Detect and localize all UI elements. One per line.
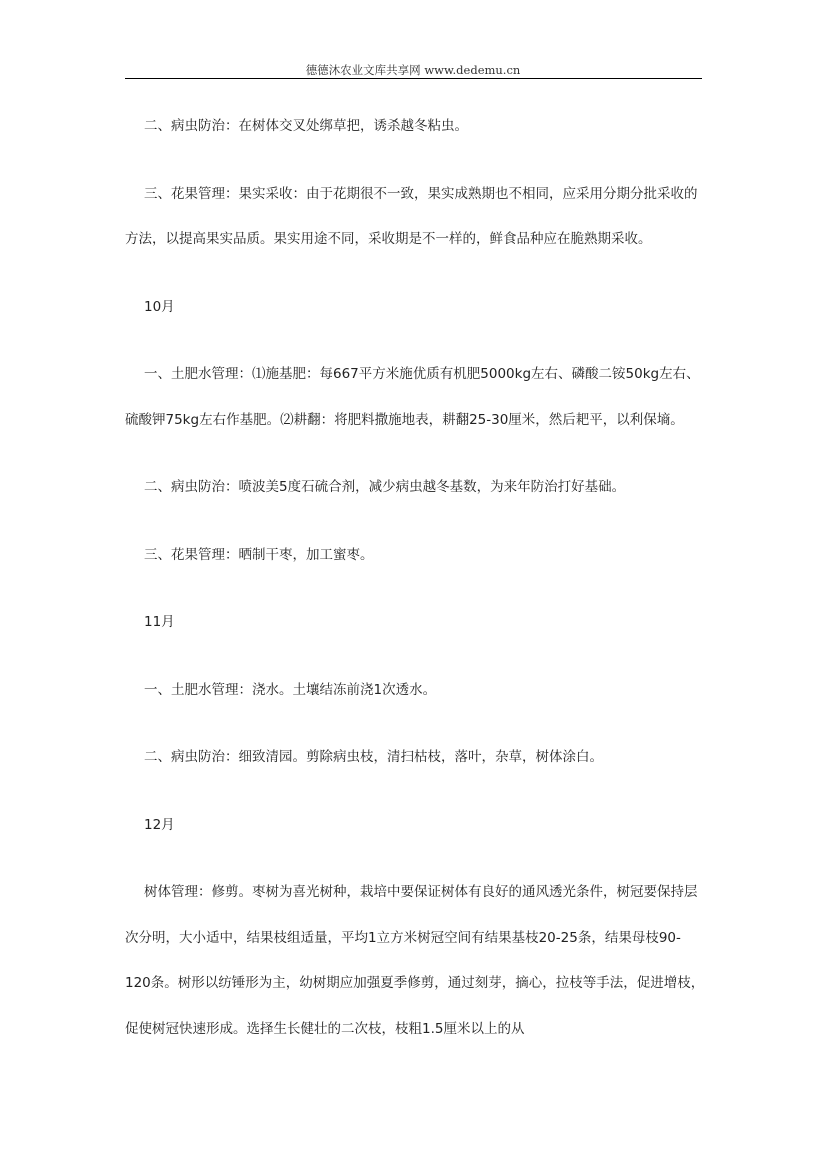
month-heading: 10月 [144,298,175,315]
month-heading: 11月 [144,614,175,630]
paragraph: 树体管理：修剪。枣树为喜光树种，栽培中要保证树体有良好的通风透光条件，树冠要保持层次分明，大小适中，结果枝组适量，平均1立方米树冠空间有结果基枝20-25条，结果母枝90-120条。树形以纺锤形为主，幼树期应加强夏季修剪，通过刻芽，摘心，拉枝等手法，促进增枝，促使树冠快速形成。选择生长健壮的二次枝，枝粗1.5厘米以上的从 [125,884,705,1037]
page-header: 德德沐农业文库共享网 www.dedemu.cn [305,63,521,77]
month-heading: 12月 [144,816,175,833]
paragraph-gap [125,646,705,668]
paragraph: 三、花果管理：晒制干枣，加工蜜枣。 [144,546,374,563]
paragraph: 一、土肥水管理：浇水。土壤结冻前浇1次透水。 [144,681,437,698]
paragraph: 二、病虫防治：喷波美5度石硫合剂，减少病虫越冬基数，为来年防治打好基础。 [144,479,626,495]
paragraph-gap [125,848,705,870]
paragraph-gap [125,511,705,533]
paragraph-gap [125,578,705,600]
paragraph-gap [125,713,705,735]
paragraph-gap [125,330,705,352]
paragraph-gap [125,781,705,803]
paragraph: 一、土肥水管理：⑴施基肥：每667平方米施优质有机肥5000kg左右、磷酸二铵50kg左右、硫酸钾75kg左右作基肥。⑵耕翻：将肥料撒施地表，耕翻25-30厘米，然后耙平，以利保墒。 [125,366,700,428]
paragraph-gap [125,443,705,465]
paragraph: 二、病虫防治：细致清园。剪除病虫枝，清扫枯枝，落叶，杂草，树体涂白。 [144,749,603,765]
header-rule [125,78,702,79]
paragraph-gap [125,150,705,172]
document-body [125,104,705,1052]
paragraph: 三、花果管理：果实采收：由于花期很不一致，果实成熟期也不相同，应采用分期分批采收的方法，以提高果实品质。果实用途不同，采收期是不一样的，鲜食品种应在脆熟期采收。 [125,185,698,247]
paragraph-gap [125,263,705,285]
paragraph: 二、病虫防治：在树体交叉处绑草把，诱杀越冬粘虫。 [144,118,468,134]
